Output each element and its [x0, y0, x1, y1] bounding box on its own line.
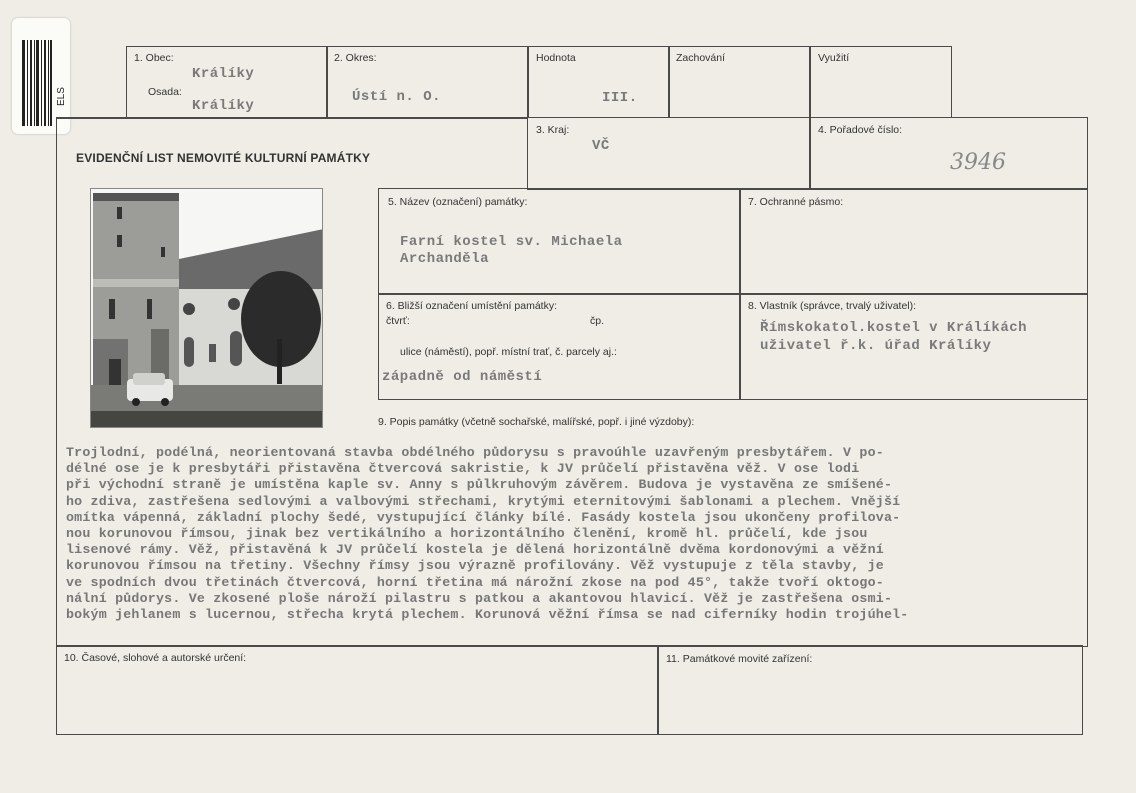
kraj-label: 3. Kraj: [536, 124, 570, 136]
popis-line: lisenové rámy. Věž, přistavěná k JV průčelí kostela je dělená horizontálně dvěma kordonovými a věžní [66, 542, 884, 558]
osada-label: Osada: [148, 86, 182, 98]
vlastnik-label: 8. Vlastník (správce, trvalý uživatel): [748, 300, 917, 312]
sticker-label: ELS [56, 87, 67, 106]
vyuziti-label: Využití [818, 52, 850, 64]
cp-label: čp. [590, 315, 605, 327]
vlastnik-line2: uživatel ř.k. úřad Králíky [760, 338, 992, 354]
poradove-label: 4. Pořadové číslo: [818, 124, 903, 136]
hodnota-value: III. [602, 90, 638, 106]
ochranne-label: 7. Ochranné pásmo: [748, 196, 844, 208]
popis-line: bokým jehlanem s lucernou, střecha krytá plechem. Korunová věžní římsa se nad ciferníky hodin trojúhel- [66, 607, 909, 623]
umisteni-label: 6. Bližší označení umístění památky: [386, 300, 557, 312]
popis-label: 9. Popis památky (včetně sochařské, malířské, popř. i jiné výzdoby): [378, 416, 695, 428]
okres-value: Ústí n. O. [352, 89, 442, 105]
kraj-cell [527, 117, 811, 190]
movite-label: 11. Památkové movité zařízení: [666, 653, 813, 665]
ulice-label: ulice (náměstí), popř. místní trať, č. parcely aj.: [400, 346, 617, 358]
popis-line: nou korunovou římsou, jinak bez vertikálního a horizontálního členění, kromě hl. průčelí, kde jsou [66, 526, 868, 542]
umisteni-value: západně od náměstí [382, 369, 543, 385]
obec-label: 1. Obec: [134, 52, 174, 64]
church-photo [90, 188, 323, 428]
kraj-value: VČ [592, 138, 610, 154]
popis-line: omítka vápenná, základní plochy šedé, vystupující články bílé. Fasády kostela jsou ukončeny profilova- [66, 509, 901, 525]
popis-line: Trojlodní, podélná, neorientovaná stavba obdélného půdorysu s pravoúhle uzavřeným presbytářem. V po- [66, 445, 884, 460]
zachovani-label: Zachování [676, 52, 726, 64]
barcode-icon [22, 40, 52, 126]
popis-line: délné ose je k presbytáři přistavěna čtvercová sakristie, k JV průčelí přistavěna věž. V ose lodi [66, 461, 860, 477]
obec-value: Králíky [192, 66, 255, 82]
nazev-line1: Farní kostel sv. Michaela [400, 234, 623, 250]
popis-line: při východní straně je umístěna kaple sv. Anny s půlkruhovým závěrem. Budova je vystavěna ze smíšené- [66, 477, 893, 493]
popis-line: nální půdorys. Ve zkosené ploše nároží pilastru s patkou a akantovou hlavicí. Věž je zastřešena osmi- [66, 590, 893, 606]
vlastnik-line1: Římskokatol.kostel v Králíkách [760, 320, 1028, 336]
poradove-value: 3946 [950, 150, 1006, 175]
osada-value: Králíky [192, 98, 255, 114]
okres-label: 2. Okres: [334, 52, 377, 64]
popis-text [66, 445, 1086, 623]
popis-line: korunovou římsou na třetiny. Všechny římsy jsou výrazně profilovány. Věž vystupuje z těla stavby, je [66, 558, 884, 574]
casove-label: 10. Časové, slohové a autorské určení: [64, 652, 247, 664]
ctvrt-label: čtvrť: [386, 315, 410, 327]
hodnota-label: Hodnota [536, 52, 576, 64]
nazev-line2: Archanděla [400, 251, 490, 267]
popis-line: ve spodních dvou třetinách čtvercová, horní třetina má nárožní zkose na pod 45°, takže tvoří oktogo- [66, 574, 884, 590]
form-title: EVIDENČNÍ LIST NEMOVITÉ KULTURNÍ PAMÁTKY [76, 151, 371, 165]
nazev-label: 5. Název (označení) památky: [388, 196, 528, 208]
popis-line: ho zdiva, zastřešena sedlovými a valbovými střechami, krytými eternitovými šablonami a plechem. Vnější [66, 493, 901, 509]
